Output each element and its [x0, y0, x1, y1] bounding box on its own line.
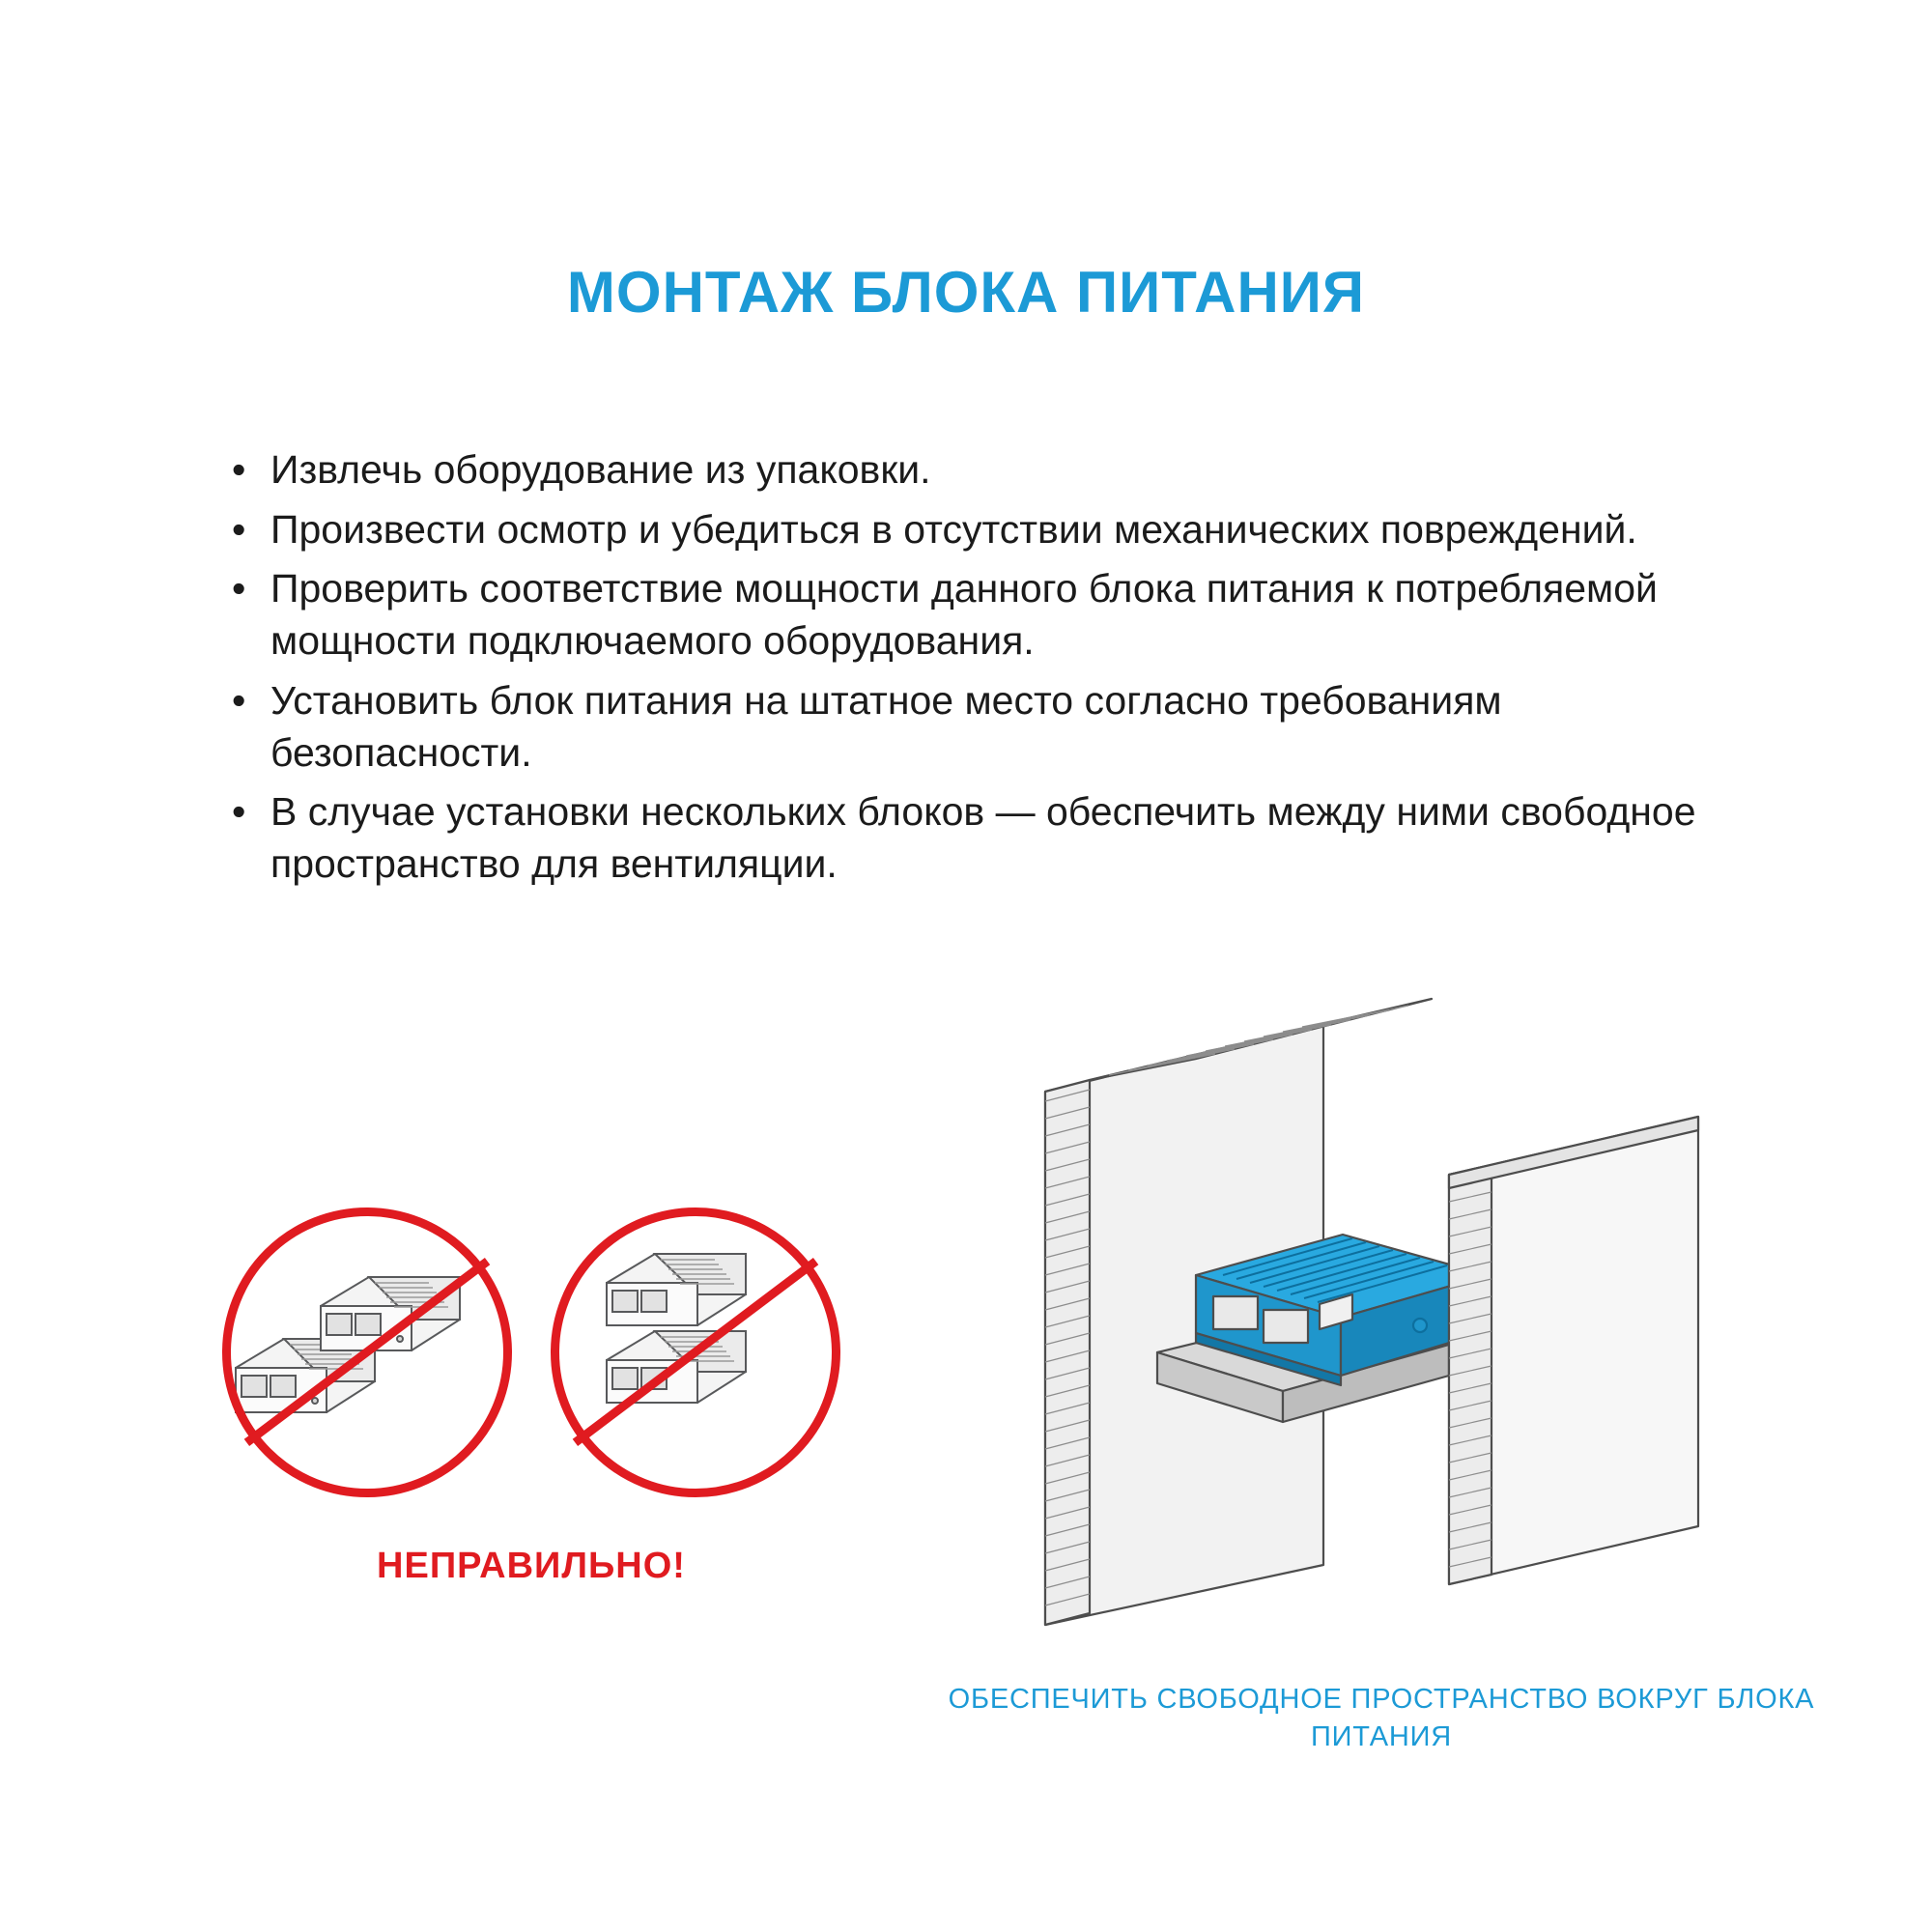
bullet-marker: •	[232, 789, 246, 835]
no-sign-side-by-side	[222, 1208, 512, 1497]
list-item-text: Извлечь оборудование из упаковки.	[270, 447, 931, 492]
wrong-label: НЕПРАВИЛЬНО!	[377, 1546, 686, 1586]
list-item-text: В случае установки нескольких блоков — обеспечить между ними свободное пространство для вентиляции.	[270, 789, 1696, 886]
bullet-marker: •	[232, 506, 246, 552]
bullet-marker: •	[232, 677, 246, 723]
bullet-marker: •	[232, 566, 246, 611]
instruction-list	[224, 444, 1712, 898]
list-item-text: Проверить соответствие мощности данного блока питания к потребляемой мощности подключаемого оборудования.	[270, 566, 1658, 664]
list-item	[224, 504, 1712, 556]
correct-mounting-illustration	[1034, 985, 1710, 1642]
illustration-area	[0, 947, 1932, 1932]
free-space-caption: ОБЕСПЕЧИТЬ СВОБОДНОЕ ПРОСТРАНСТВО ВОКРУГ БЛОКА ПИТАНИЯ	[948, 1684, 1815, 1752]
wrong-examples-group	[222, 1208, 840, 1526]
no-sign-stacked	[551, 1208, 840, 1497]
list-item	[224, 444, 1712, 497]
list-item	[224, 786, 1712, 890]
list-item-text: Установить блок питания на штатное место согласно требованиям безопасности.	[270, 677, 1502, 775]
list-item	[224, 563, 1712, 667]
page-title: МОНТАЖ БЛОКА ПИТАНИЯ	[566, 260, 1366, 325]
bullet-marker: •	[232, 447, 246, 492]
list-item	[224, 675, 1712, 779]
list-item-text: Произвести осмотр и убедиться в отсутствии механических повреждений.	[270, 506, 1637, 552]
wall-niche-diagram	[1034, 985, 1710, 1642]
